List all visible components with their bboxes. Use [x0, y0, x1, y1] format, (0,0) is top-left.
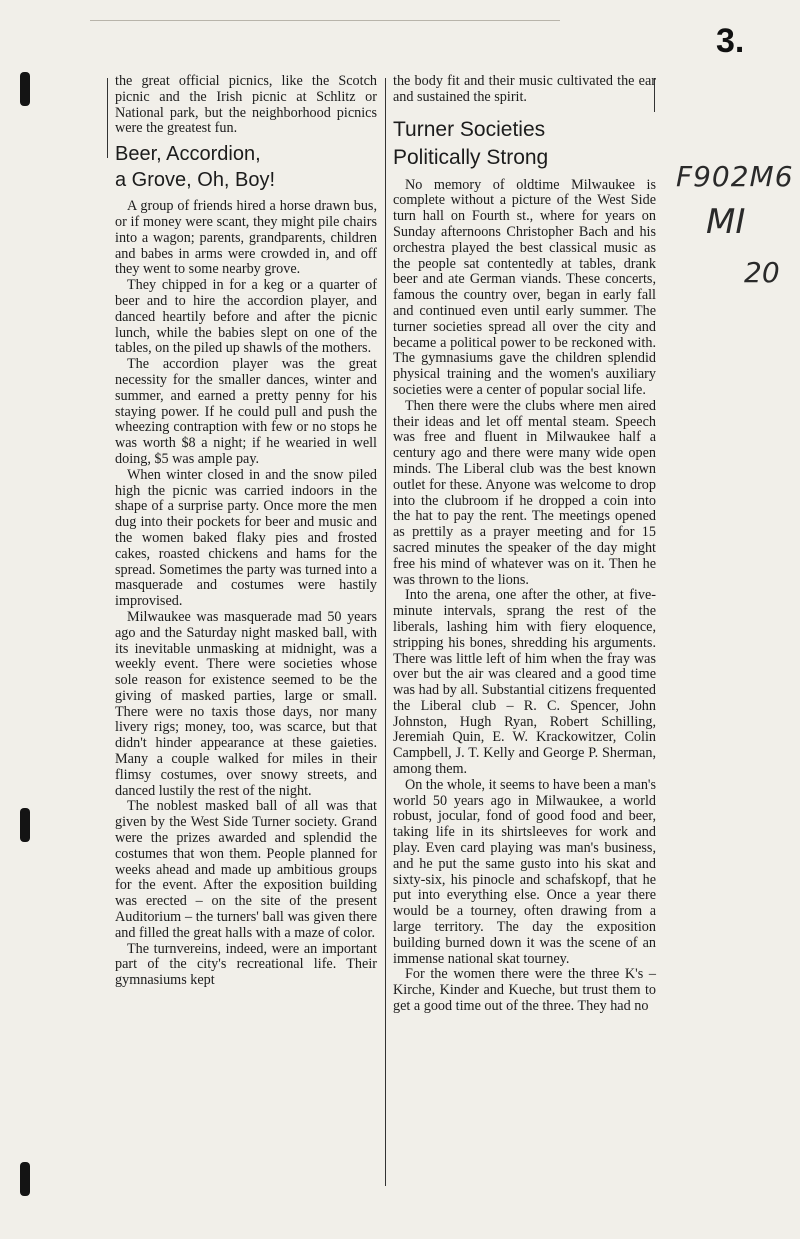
binder-hole-bottom: [20, 1162, 30, 1196]
headline-turner-societies: [393, 116, 656, 172]
article-paragraph: Milwaukee was masquerade mad 50 years ago and the Saturday night masked ball, with its inevitable unmasking at midnight, was a weekly event. There were societies whose sole reason for existence seemed to be the giving of masked parties, large or small. There were no taxis those days, nor many livery rigs; money, too, was scarce, but that didn't hinder appearance at these gaieties. Many a couple walked for miles in their flimsy costumes, over snowy streets, and danced lustily the rest of the night.: [115, 608, 377, 799]
handwritten-catalog-code: F902M6: [676, 160, 794, 193]
handwritten-initials: MI: [706, 202, 746, 242]
article-paragraph: Then there were the clubs where men aired their ideas and let off mental steam. Speech was free and fluent in Milwaukee half a century ago and there were many wide open minds. The Liberal club was the best known outlet for these. Anyone was welcome to drop into the clubroom if he dropped a coin into the hat to pay the rent. The meetings opened as prettily as a prayer meeting and for 15 sacred minutes the speaker of the day might free his mind of whatever was on it. Then he was thrown to the lions.: [393, 397, 656, 588]
headline-beer-accordion: [115, 141, 377, 193]
left-column: [115, 74, 377, 989]
binder-hole-top: [20, 72, 30, 106]
scan-top-edge: [90, 0, 560, 21]
column-divider: [385, 78, 386, 1186]
headline-line: a Grove, Oh, Boy!: [115, 169, 276, 192]
handwritten-number: 20: [744, 256, 780, 289]
article-paragraph: The accordion player was the great necessity for the smaller dances, winter and summer, and earned a pretty penny for his staying power. If he could pull and push the wheezing contraption with few or no stops he was worth $8 a night; if he wearied in well doing, $5 was ample pay.: [115, 356, 377, 467]
binder-hole-middle: [20, 808, 30, 842]
headline-line: Beer, Accordion,: [115, 143, 261, 166]
page-number: 3.: [716, 22, 745, 60]
article-paragraph: A group of friends hired a horse drawn bus, or if money were scant, they might pile chairs into a wagon; parents, grandparents, children and babes in arms were crowded in, and off they went to some nearby grove.: [115, 198, 377, 278]
article-paragraph: When winter closed in and the snow piled high the picnic was carried indoors in the shape of a surprise party. Once more the men dug into their pockets for beer and music and the women baked flaky pies and frosted cakes, roasted chickens and hams for the spread. Sometimes the party was turned into a masquerade and costumes were hastily improvised.: [115, 466, 377, 610]
article-paragraph: The turnvereins, indeed, were an important part of the city's recreational life. Their gymnasiums kept: [115, 940, 377, 989]
article-paragraph: No memory of oldtime Milwaukee is complete without a picture of the West Side turn hall on Fourth st., where for years on Sunday afternoons Christopher Bach and his orchestra played the best classical music as the people sat contentedly at tables, drank beer and ate German viands. These concerts, famous the country over, began in early fall and continued even until early summer. The turner societies spread all over the city and became a political power to be reckoned with. The gymnasiums gave the children splendid physical training and the women's auxiliary societies were a center of popular social life.: [393, 176, 656, 398]
right-lead-paragraph: the body fit and their music cultivated the ear and sustained the spirit.: [393, 73, 656, 105]
left-lead-paragraph: the great official picnics, like the Scotch picnic and the Irish picnic at Schlitz or National park, but the neighborhood picnics were the greatest fun.: [115, 73, 377, 137]
article-paragraph: The noblest masked ball of all was that given by the West Side Turner society. Grand were the prizes awarded and splendid the costumes that won them. People planned for weeks ahead and made up ambitious groups for the event. After the exposition building was erected – on the site of the present Auditorium – the turners' ball was given there and filled the great halls with a maze of color.: [115, 798, 377, 941]
headline-line: Politically Strong: [393, 145, 549, 169]
left-column-rule: [107, 78, 108, 158]
article-paragraph: For the women there were the three K's – Kirche, Kinder and Kueche, but trust them to get a good time out of the three. They had no: [393, 966, 656, 1015]
headline-line: Turner Societies: [393, 117, 546, 141]
article-paragraph: Into the arena, one after the other, at five-minute intervals, sprang the rest of the liberals, lashing him with fiery eloquence, stripping his bones, shredding his arguments. There was little left of him when the fray was over but the air was cleared and a good time was had by all. Substantial citizens frequented the Liberal club – R. C. Spencer, John Johnston, Hugh Ryan, Robert Schilling, Jeremiah Quin, E. W. Krackowitzer, Colin Campbell, J. T. Kelly and George P. Sherman, among them.: [393, 587, 656, 778]
article-paragraph: They chipped in for a keg or a quarter of beer and to hire the accordion player, and danced heartily before and after the picnic lunch, while the babies slept on one of the tables, on the piled up shawls of the mothers.: [115, 277, 377, 357]
right-column: [393, 74, 656, 1015]
article-paragraph: On the whole, it seems to have been a man's world 50 years ago in Milwaukee, a world robust, jocular, fond of good food and beer, taking life in its shirtsleeves for work and play. Even card playing was man's business, and he put the same gusto into his skat and sixty-six, his pinocle and schafskopf, that he put into everything else. Once a year there would be a tourney, often drawing from a large territory. The day the exposition building burned down it was the scene of an immense national skat tourney.: [393, 776, 656, 967]
